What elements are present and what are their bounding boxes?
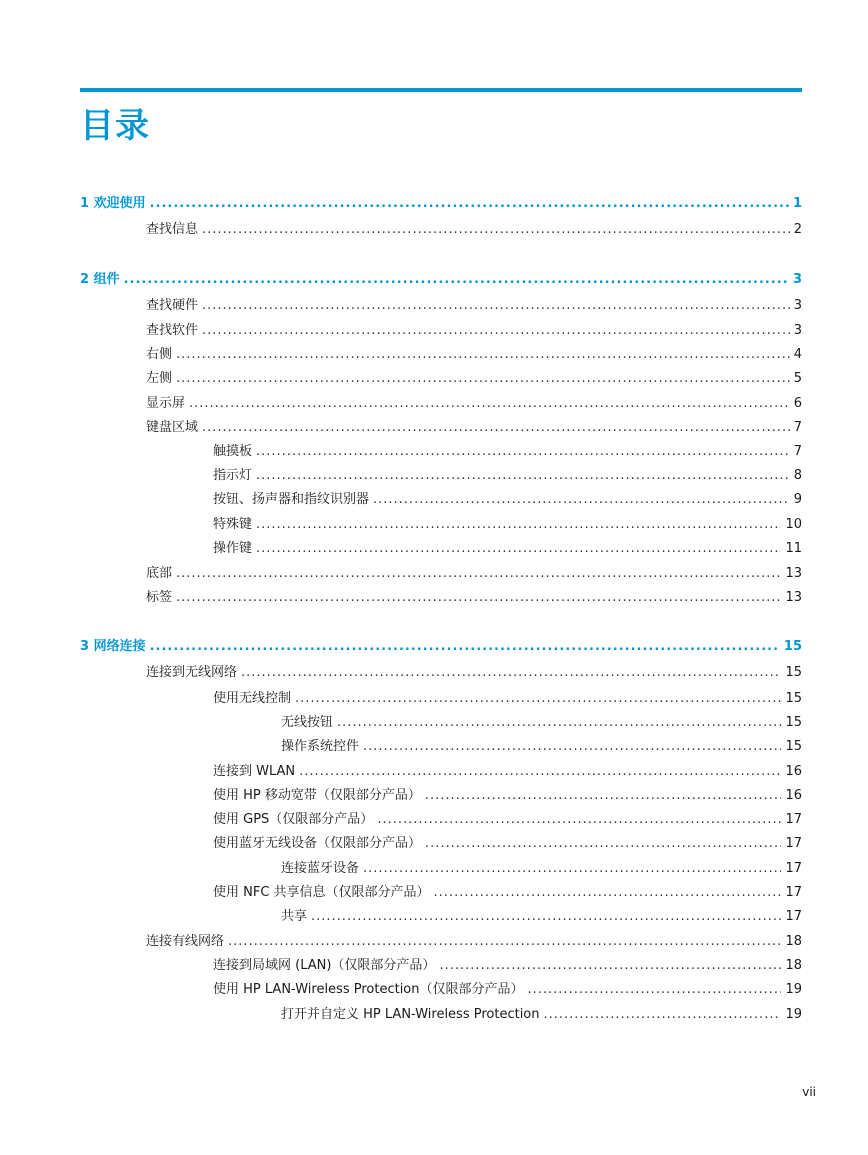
toc-entry-label: 左侧 [146, 371, 173, 386]
toc-entry-label: 标签 [146, 590, 173, 605]
toc-entry[interactable] [146, 297, 802, 315]
toc-entry-label: 查找硬件 [146, 298, 199, 313]
page-number: vii [802, 1085, 816, 1099]
toc-entry[interactable] [146, 370, 802, 388]
dot-leader [337, 714, 781, 732]
toc-entry-label: 连接到 WLAN [213, 764, 296, 779]
toc-entry-label: 使用蓝牙无线设备（仅限部分产品） [213, 836, 422, 851]
toc-entry-page: 15 [785, 739, 802, 754]
dot-leader [256, 540, 781, 558]
toc-entry[interactable] [281, 860, 802, 878]
toc-entry-label: 特殊键 [213, 517, 253, 532]
toc-entry-label: 使用 HP LAN-Wireless Protection（仅限部分产品） [213, 982, 524, 997]
toc-chapter-entry[interactable] [80, 638, 802, 656]
toc-entry-label: 使用无线控制 [213, 691, 292, 706]
toc-entry-page: 2 [793, 222, 802, 237]
toc-entry-label: 查找软件 [146, 323, 199, 338]
toc-entry[interactable] [146, 395, 802, 413]
toc-entry[interactable] [146, 565, 802, 583]
dot-leader [124, 271, 789, 289]
toc-entry-page: 3 [793, 298, 802, 313]
toc-entry-label: 查找信息 [146, 222, 199, 237]
toc-entry-label: 操作系统控件 [281, 739, 360, 754]
toc-entry-label: 连接蓝牙设备 [281, 861, 360, 876]
dot-leader [176, 346, 790, 364]
toc-entry[interactable] [281, 714, 802, 732]
toc-entry-page: 1 [792, 196, 802, 211]
dot-leader [363, 860, 781, 878]
dot-leader [189, 395, 790, 413]
toc-entry-page: 16 [785, 764, 802, 779]
dot-leader [176, 370, 790, 388]
dot-leader [241, 664, 781, 682]
dot-leader [176, 565, 781, 583]
toc-entry-label: 3 网络连接 [80, 639, 146, 654]
dot-leader [528, 981, 782, 999]
toc-entry-label: 底部 [146, 566, 173, 581]
toc-entry-label: 右侧 [146, 347, 173, 362]
toc-chapter-entry[interactable] [80, 195, 802, 213]
page-title: 目录 [80, 106, 150, 146]
toc-entry[interactable] [146, 419, 802, 437]
toc-entry-page: 15 [785, 665, 802, 680]
dot-leader [311, 908, 781, 926]
toc-entry-page: 8 [793, 468, 802, 483]
toc-entry-page: 17 [785, 909, 802, 924]
dot-leader [299, 763, 781, 781]
toc-entry[interactable] [146, 933, 802, 951]
dot-leader [202, 322, 790, 340]
toc-entry-page: 16 [785, 788, 802, 803]
toc-entry[interactable] [213, 540, 802, 558]
toc-entry-page: 3 [793, 323, 802, 338]
toc-entry[interactable] [281, 738, 802, 756]
dot-leader [377, 811, 781, 829]
toc-entry-page: 7 [793, 420, 802, 435]
dot-leader [202, 221, 790, 239]
dot-leader [256, 516, 781, 534]
toc-entry-label: 使用 GPS（仅限部分产品） [213, 812, 374, 827]
toc-entry-page: 15 [785, 691, 802, 706]
toc-entry-page: 13 [785, 590, 802, 605]
toc-entry-page: 6 [793, 396, 802, 411]
toc-entry-page: 17 [785, 812, 802, 827]
toc-entry-page: 10 [785, 517, 802, 532]
dot-leader [150, 195, 789, 213]
toc-entry[interactable] [213, 443, 802, 461]
toc-entry-page: 5 [793, 371, 802, 386]
toc-entry[interactable] [281, 1006, 802, 1024]
toc-entry-label: 无线按钮 [281, 715, 334, 730]
toc-entry-page: 17 [785, 861, 802, 876]
toc-entry[interactable] [213, 491, 802, 509]
toc-entry-label: 使用 HP 移动宽带（仅限部分产品） [213, 788, 421, 803]
toc-entry-page: 18 [785, 934, 802, 949]
toc-entry-page: 15 [785, 715, 802, 730]
toc-entry-label: 连接到无线网络 [146, 665, 238, 680]
toc-entry-label: 显示屏 [146, 396, 186, 411]
toc-entry[interactable] [281, 908, 802, 926]
toc-entry-page: 7 [793, 444, 802, 459]
toc-entry[interactable] [213, 467, 802, 485]
toc-entry-page: 18 [785, 958, 802, 973]
dot-leader [228, 933, 781, 951]
toc-entry-label: 2 组件 [80, 272, 120, 287]
dot-leader [256, 467, 790, 485]
dot-leader [295, 690, 781, 708]
dot-leader [176, 589, 781, 607]
toc-entry[interactable] [213, 763, 802, 781]
toc-entry[interactable] [213, 835, 802, 853]
toc-entry[interactable] [146, 346, 802, 364]
toc-entry[interactable] [146, 221, 802, 239]
dot-leader [256, 443, 790, 461]
toc-entry[interactable] [213, 981, 802, 999]
toc-entry-page: 15 [783, 639, 802, 654]
dot-leader [363, 738, 781, 756]
dot-leader [150, 638, 780, 656]
dot-leader [202, 297, 790, 315]
toc-entry[interactable] [213, 516, 802, 534]
toc-entry-page: 13 [785, 566, 802, 581]
toc-entry-label: 使用 NFC 共享信息（仅限部分产品） [213, 885, 430, 900]
toc-entry-label: 按钮、扬声器和指纹识别器 [213, 492, 370, 507]
dot-leader [439, 957, 781, 975]
toc-entry-label: 触摸板 [213, 444, 253, 459]
toc-entry[interactable] [146, 322, 802, 340]
toc-entry[interactable] [146, 664, 802, 682]
toc-entry-label: 共享 [281, 909, 308, 924]
toc-entry-label: 连接有线网络 [146, 934, 225, 949]
toc-entry-page: 11 [785, 541, 802, 556]
toc-entry-label: 键盘区域 [146, 420, 199, 435]
toc-entry-label: 1 欢迎使用 [80, 196, 146, 211]
dot-leader [434, 884, 782, 902]
toc-entry-page: 17 [785, 836, 802, 851]
toc-entry-label: 指示灯 [213, 468, 253, 483]
dot-leader [425, 787, 782, 805]
toc-entry[interactable] [213, 957, 802, 975]
toc-entry-label: 连接到局域网 (LAN)（仅限部分产品） [213, 958, 436, 973]
toc-entry-page: 17 [785, 885, 802, 900]
toc-entry-page: 9 [793, 492, 802, 507]
toc-entry-label: 打开并自定义 HP LAN-Wireless Protection [281, 1007, 540, 1022]
toc-entry[interactable] [146, 589, 802, 607]
dot-leader [544, 1006, 782, 1024]
toc-entry-page: 4 [793, 347, 802, 362]
dot-leader [373, 491, 790, 509]
toc-chapter-entry[interactable] [80, 271, 802, 289]
toc-entry-label: 操作键 [213, 541, 253, 556]
toc-entry[interactable] [213, 690, 802, 708]
toc-entry-page: 19 [785, 1007, 802, 1022]
toc-entry[interactable] [213, 811, 802, 829]
dot-leader [425, 835, 781, 853]
toc-entry-page: 3 [792, 272, 802, 287]
toc-entry[interactable] [213, 787, 802, 805]
toc-entry[interactable] [213, 884, 802, 902]
dot-leader [202, 419, 790, 437]
toc-entry-page: 19 [785, 982, 802, 997]
